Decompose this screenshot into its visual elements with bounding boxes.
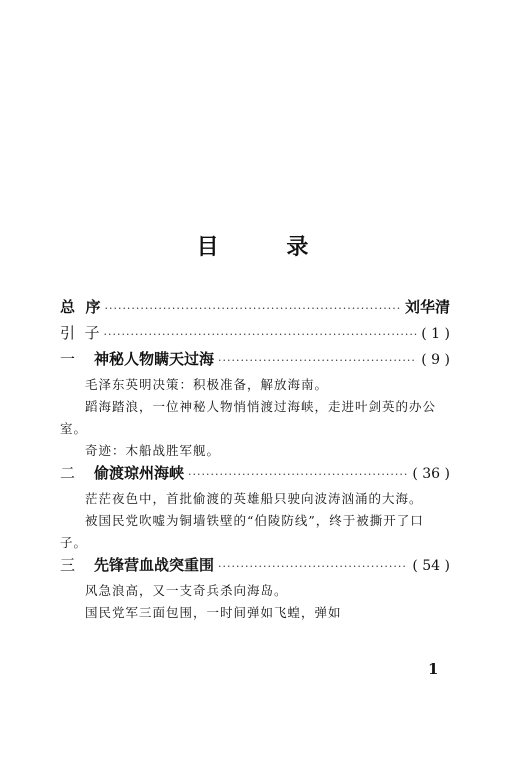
page-title: 目 录 — [196, 234, 339, 260]
toc-page-number: ( 9 ) — [421, 352, 450, 368]
toc-page-number: ( 36 ) — [412, 466, 450, 482]
chapter-summary: 国民党军三面包围，一时间弹如飞蝗，弹如 — [85, 605, 342, 620]
dot-leader — [188, 468, 408, 481]
toc-entry-preface[interactable] — [60, 296, 450, 322]
chapter-title: 偷渡琼州海峡 — [94, 464, 185, 482]
chapter-summary: 毛泽东英明决策：积极准备，解放海南。 — [85, 377, 329, 392]
toc-page-number: ( 54 ) — [412, 558, 450, 574]
dot-leader — [218, 560, 408, 573]
toc-label: 总 序 — [60, 298, 101, 316]
page-number: 1 — [428, 660, 439, 678]
toc-entry-chapter-3[interactable] — [60, 554, 450, 580]
chapter-summary: 风急浪高，又一支奇兵杀向海岛。 — [85, 583, 288, 598]
dot-leader — [104, 302, 401, 315]
toc-entry-chapter-2[interactable] — [60, 462, 450, 488]
chapter-title: 先锋营血战突重围 — [94, 556, 215, 574]
chapter-summary: 蹈海踏浪，一位神秘人物悄悄渡过海峡，走进叶剑英的办公室。 — [60, 399, 437, 436]
chapter-summary: 茫茫夜色中，首批偷渡的英雄船只驶向波涛汹涌的大海。 — [85, 491, 423, 506]
chapter-number: 二 — [60, 464, 76, 482]
toc-entry-chapter-1[interactable] — [60, 348, 450, 374]
chapter-title: 神秘人物瞒天过海 — [94, 350, 215, 368]
chapter-summary: 被国民党吹嘘为铜墙铁壁的“伯陵防线”，终于被撕开了口子。 — [60, 513, 424, 550]
dot-leader — [104, 328, 418, 341]
table-of-contents — [60, 296, 450, 624]
chapter-summary: 奇迹：木船战胜军舰。 — [85, 443, 221, 458]
toc-page-number: ( 1 ) — [421, 326, 450, 342]
dot-leader — [218, 354, 417, 367]
toc-entry-intro[interactable] — [60, 322, 450, 348]
chapter-number: 一 — [60, 350, 76, 368]
toc-author: 刘华清 — [404, 298, 450, 316]
toc-label: 引 子 — [60, 324, 100, 342]
chapter-number: 三 — [60, 556, 76, 574]
